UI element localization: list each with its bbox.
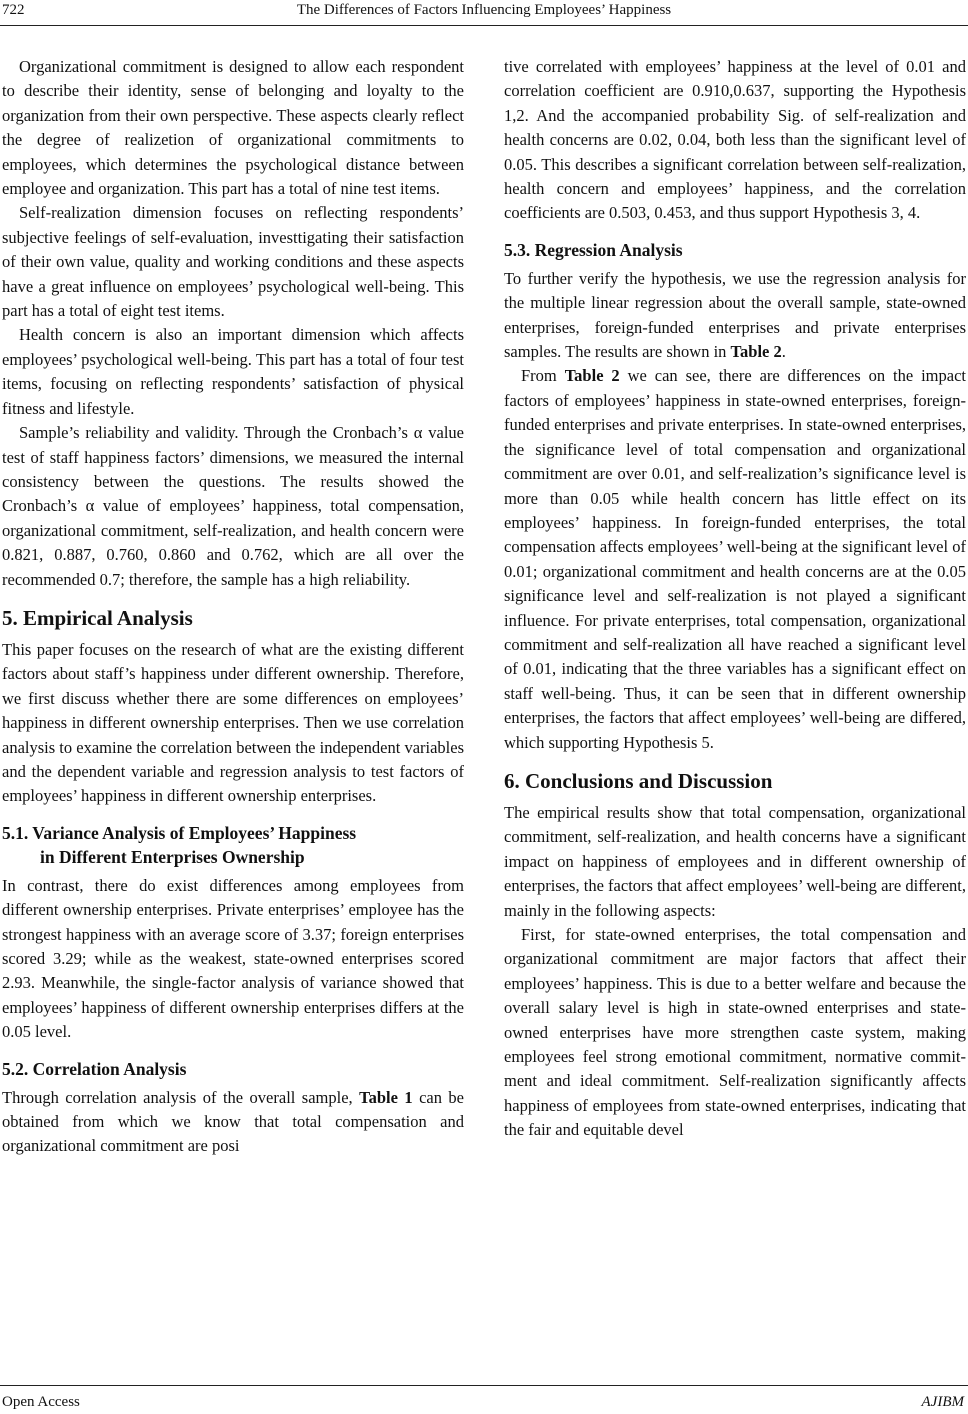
text-fragment: can be obtained from which we know that total compensation and organizational commitment are posi <box>2 1087 464 1156</box>
subsection-heading-variance-analysis <box>2 821 464 869</box>
header-rule <box>0 25 968 26</box>
paragraph-health-concern: Health concern is also an important dimension which affects employees’ psychological well-being. This part has a total of four test items, focusing on reflecting respondents’ satisfaction of physical fitness and lifestyle. <box>2 325 464 418</box>
paragraph-conclusions-first: First, for state-owned enterprises, the total compensation and organizational commitment are major factors that affect their employees’ happiness. This is due to a better welfare and because the overall salary level is high in state-owned enterprises and state-owned enterprises have more strengthen caste system, making employees feel strong emotional commitment, normative commitment and ideal commitment. Self-realization significantly affects happiness of employees from state-owned enterprises, indicating that the fair and equitable devel <box>504 925 966 1140</box>
subsection-heading-regression-analysis: 5.3. Regression Analysis <box>504 239 683 260</box>
text-fragment: From <box>521 366 565 386</box>
footer-open-access: Open Access <box>2 1394 80 1410</box>
paragraph-correlation-start <box>2 1086 464 1159</box>
table-1-reference[interactable]: Table 1 <box>359 1087 413 1107</box>
subsection-heading-line1: 5.1. Variance Analysis of Employees’ Happiness <box>2 822 357 843</box>
table-2-reference[interactable]: Table 2 <box>564 366 620 386</box>
footer-rule <box>0 1385 968 1386</box>
paragraph-empirical-intro: This paper focuses on the research of what are the existing different factors about staff’s happiness under different ownership. Therefore, we first discuss whether there are some differences on employees’ happiness in different ownership enterprises. Then we use correlation analysis to examine the correlation between the independent variables and the dependent variable and regression analysis to test factors of employees’ happiness in different ownership enterprises. <box>2 639 464 806</box>
paragraph-regression-intro <box>504 267 966 365</box>
running-title: The Differences of Factors Influencing Employees’ Happiness <box>296 2 672 18</box>
subsection-heading-correlation-analysis: 5.2. Correlation Analysis <box>2 1058 187 1079</box>
text-fragment: Through correlation analysis of the overall sample, <box>2 1087 360 1107</box>
section-heading-conclusions: 6. Conclusions and Discussion <box>504 768 773 793</box>
paragraph-reliability: Sample’s reliability and validity. Through the Cronbach’s α value test of staff happiness factors’ dimensions, we measured the internal consistency between the questions. The results showed the Cronbach’s α value of employees’ happiness, total compensation, organizational commitment, self-realization, and health concern were 0.821, 0.887, 0.760, 0.860 and 0.762, which are all over the recommended 0.7; therefore, the sample has a high reliability. <box>2 423 464 589</box>
paragraph-self-realization: Self-realization dimension focuses on reflecting respondents’ subjective feelings of self-evaluation, investtigating their satisfaction of their own value, quality and working conditions and these aspects have a great influence on employees’ psychological well-being. This part has a total of eight test items. <box>2 203 464 321</box>
paragraph-conclusions-intro: The empirical results show that total compensation, organizational commitment, self-realization, and health concerns have a significant impact on happiness of employees and in different ownership of enterprises, the factors that affect employees’ well-being are different, mainly in the following aspects: <box>504 802 966 920</box>
page-number: 722 <box>2 2 25 18</box>
section-heading-empirical-analysis: 5. Empirical Analysis <box>2 605 193 630</box>
left-column <box>2 55 464 1159</box>
subsection-heading-line2: in Different Enterprises Ownership <box>40 846 305 867</box>
paragraph-regression-results <box>504 364 966 755</box>
text-fragment: we can see, there are differences on the impact factors of employees’ happiness in state-owned enterprises, foreign-funded enterprises and private enterprises. In state-owned enterprises, the significance level of total compensation and organizational commitment are over 0.01, and self-realization’s significance level is more than 0.05 while health concern has little effect on its employees’ happiness. In foreign-funded enterprises, the total compensation affects employees’ well-being at the significant level of 0.01; organizational commitment and health concerns are at the 0.05 significance level and self-realization is not played a significant influence. For private enterprises, total compensation, organizational commitment and self-realization all have reached a significant level of 0.01, indicating that the three variables has a significant effect on staff well-being. Thus, it can be seen that in different ownership enterprises, the factors that affect employees’ well-being are differed, which supporting Hypothesis 5. <box>504 366 966 752</box>
paragraph-correlation-continued: tive correlated with employees’ happiness at the level of 0.01 and correlation coefficient are 0.910,0.637, supporting the Hypothesis 1,2. And the accompanied probability Sig. of self-realization and health concerns are 0.02, 0.04, both less than the significant level of 0.05. This describes a significant correlation between self-realization, health concern and employees’ happiness, and the correlation coefficients are 0.503, 0.453, and thus support Hypothesis 3, 4. <box>504 57 966 223</box>
footer-journal-name: AJIBM <box>921 1394 964 1410</box>
right-column <box>504 55 966 1143</box>
paragraph-organizational-commitment: Organizational commitment is designed to allow each respondent to describe their identity, sense of belonging and loyalty to the organization from their own perspective. These aspects clearly reflect the degree of realizetion of organizational commitments to employees, which determines the psychological distance between employee and organization. This part has a total of nine test items. <box>2 57 464 199</box>
page-header <box>0 0 968 26</box>
text-fragment: . <box>781 342 786 362</box>
paragraph-variance-results: In contrast, there do exist differences among employees from different ownership enterprises. Private enterprises’ employee has the strongest happiness with an average score of 3.37; foreign enterprises scored 3.29; while as the weakest, state-owned enterprises scored 2.93. Meanwhile, the single-factor analysis of variance showed that employees’ happiness of different ownership enterprises differs at the 0.05 level. <box>2 875 464 1042</box>
text-fragment: To further verify the hypothesis, we use the regression analysis for the multiple linear regression about the overall sample, state-owned enterprises, foreign-funded enterprises and private enterprises samples. The results are shown in <box>504 268 966 362</box>
table-2-reference[interactable]: Table 2 <box>730 342 782 362</box>
